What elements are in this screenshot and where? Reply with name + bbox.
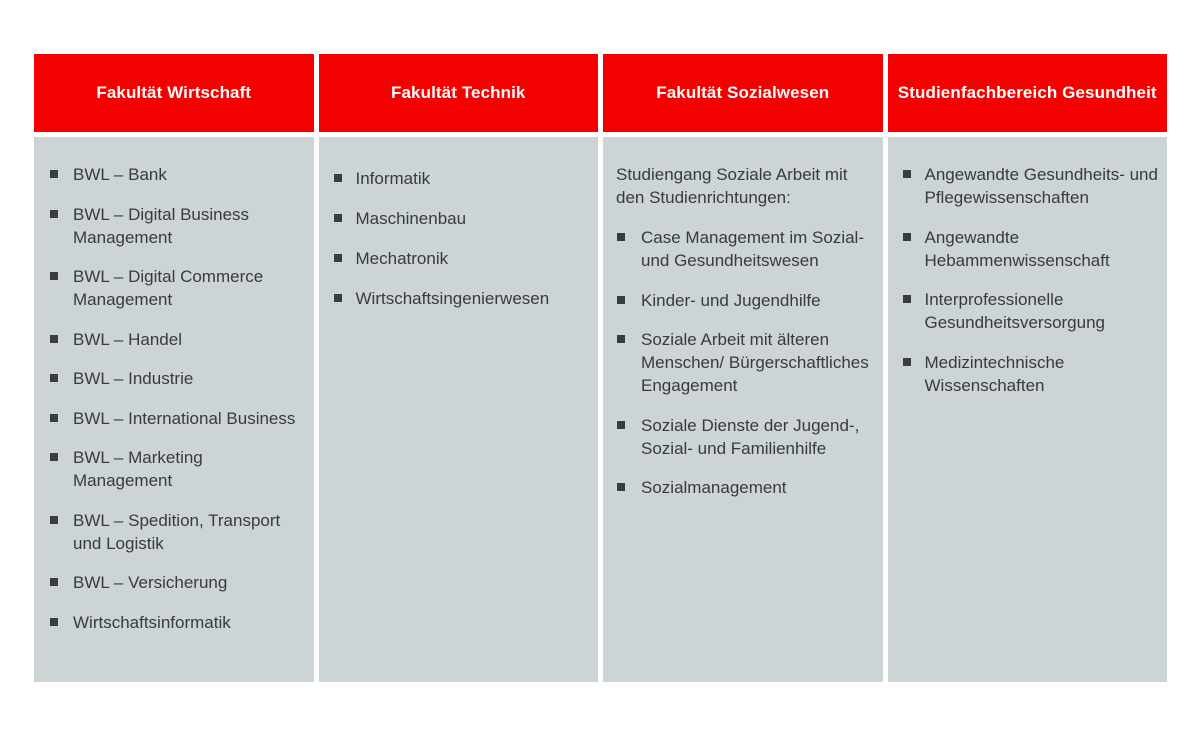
column-body-gesundheit: [888, 137, 1168, 682]
program-item: Mechatronik: [319, 247, 591, 270]
square-bullet-icon: [903, 233, 911, 241]
column-header-wirtschaft: Fakultät Wirtschaft: [34, 54, 314, 132]
program-item: Angewandte Hebammenwissenschaft: [888, 226, 1160, 272]
program-item: BWL – Handel: [34, 328, 306, 351]
square-bullet-icon: [50, 272, 58, 280]
column-technik: [319, 54, 599, 682]
program-item: BWL – Versicherung: [34, 571, 306, 594]
program-item: BWL – Marketing Management: [34, 446, 306, 492]
program-item: Wirtschaftsingenierwesen: [319, 287, 591, 310]
column-gesundheit: [888, 54, 1168, 682]
faculty-overview-table: [34, 54, 1167, 682]
column-wirtschaft: [34, 54, 314, 682]
square-bullet-icon: [334, 174, 342, 182]
square-bullet-icon: [50, 374, 58, 382]
column-intro-text: Studiengang Soziale Arbeit mit den Studienrichtungen:: [616, 165, 848, 207]
square-bullet-icon: [617, 233, 625, 241]
program-item: Interprofessionelle Gesundheitsversorgung: [888, 288, 1160, 334]
square-bullet-icon: [334, 214, 342, 222]
column-header-gesundheit: Studienfachbereich Gesundheit: [888, 54, 1168, 132]
square-bullet-icon: [50, 335, 58, 343]
square-bullet-icon: [50, 170, 58, 178]
program-item: BWL – International Business: [34, 407, 306, 430]
square-bullet-icon: [903, 170, 911, 178]
program-item: Case Management im Sozial- und Gesundheitswesen: [603, 226, 877, 272]
program-item: Kinder- und Jugendhilfe: [603, 289, 877, 312]
square-bullet-icon: [617, 335, 625, 343]
column-body-sozialwesen: [603, 137, 883, 682]
square-bullet-icon: [617, 421, 625, 429]
square-bullet-icon: [903, 295, 911, 303]
square-bullet-icon: [617, 483, 625, 491]
square-bullet-icon: [903, 358, 911, 366]
square-bullet-icon: [334, 254, 342, 262]
program-item: BWL – Digital Commerce Management: [34, 265, 306, 311]
square-bullet-icon: [617, 296, 625, 304]
program-list: [319, 167, 591, 310]
column-header-technik: Fakultät Technik: [319, 54, 599, 132]
program-list: [603, 226, 877, 499]
program-list: [888, 163, 1160, 397]
square-bullet-icon: [50, 578, 58, 586]
program-item: Informatik: [319, 167, 591, 190]
program-item: Soziale Dienste der Jugend-, Sozial- und Familienhilfe: [603, 414, 877, 460]
program-item: Maschinenbau: [319, 207, 591, 230]
square-bullet-icon: [334, 294, 342, 302]
program-item: Medizintechnische Wissenschaften: [888, 351, 1160, 397]
program-item: BWL – Spedition, Transport und Logistik: [34, 509, 306, 555]
square-bullet-icon: [50, 453, 58, 461]
program-item: Soziale Arbeit mit älteren Menschen/ Bürgerschaftliches Engagement: [603, 328, 877, 397]
square-bullet-icon: [50, 516, 58, 524]
column-body-technik: [319, 137, 599, 682]
column-sozialwesen: [603, 54, 883, 682]
program-list: [34, 163, 306, 634]
square-bullet-icon: [50, 414, 58, 422]
square-bullet-icon: [50, 210, 58, 218]
program-item: BWL – Bank: [34, 163, 306, 186]
column-header-sozialwesen: Fakultät Sozialwesen: [603, 54, 883, 132]
program-item: Sozialmanagement: [603, 476, 877, 499]
program-item: BWL – Industrie: [34, 367, 306, 390]
program-item: BWL – Digital Business Management: [34, 203, 306, 249]
square-bullet-icon: [50, 618, 58, 626]
program-item: Angewandte Gesundheits- und Pflegewissenschaften: [888, 163, 1160, 209]
program-item: Wirtschaftsinformatik: [34, 611, 306, 634]
column-body-wirtschaft: [34, 137, 314, 682]
